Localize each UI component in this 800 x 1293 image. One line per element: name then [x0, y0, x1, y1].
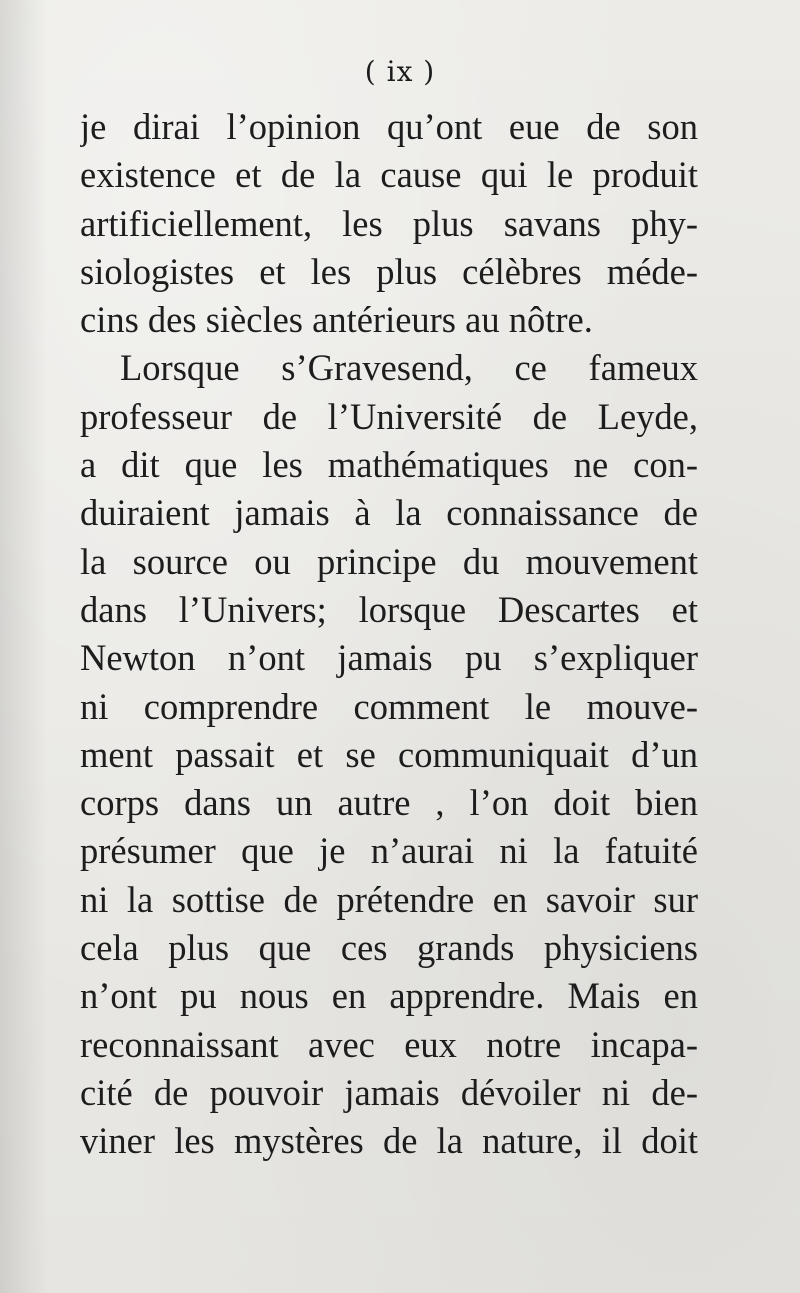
- body-text: [80, 103, 698, 1166]
- text-line: dans l’Univers; lorsque Descartes et: [80, 588, 698, 630]
- text-line: Lorsque s’Gravesend, ce fameux: [120, 347, 698, 389]
- text-line: ment passait et se communiquait d’un: [80, 733, 698, 775]
- text-line: cité de pouvoir jamais dévoiler ni de-: [80, 1071, 698, 1113]
- text-line: duiraient jamais à la connaissance de: [80, 492, 698, 534]
- text-line: viner les mystères de la nature, il doit: [80, 1120, 698, 1162]
- text-line: a dit que les mathématiques ne con-: [80, 444, 698, 486]
- text-line: siologistes et les plus célèbres méde-: [80, 250, 698, 292]
- text-line: existence et de la cause qui le produit: [80, 154, 698, 196]
- text-line: Newton n’ont jamais pu s’expliquer: [80, 637, 698, 679]
- text-line: ni la sottise de prétendre en savoir sur: [80, 878, 698, 920]
- text-line: ni comprendre comment le mouve-: [80, 685, 698, 727]
- text-line: artificiellement, les plus savans phy-: [80, 202, 698, 244]
- page-number: ( ix ): [364, 55, 436, 88]
- text-line: je dirai l’opinion qu’ont eue de son: [80, 106, 698, 147]
- page-edge-shadow: [0, 0, 48, 1293]
- text-line: n’ont pu nous en apprendre. Mais en: [80, 975, 698, 1017]
- text-line: professeur de l’Université de Leyde,: [80, 395, 698, 437]
- text-line: cins des siècles antérieurs au nôtre.: [80, 299, 593, 341]
- text-line: présumer que je n’aurai ni la fatuité: [80, 830, 698, 872]
- text-line: corps dans un autre , l’on doit bien: [80, 782, 698, 824]
- text-line: cela plus que ces grands physiciens: [80, 927, 698, 969]
- text-line: la source ou principe du mouvement: [80, 540, 698, 582]
- text-line: reconnaissant avec eux notre incapa-: [80, 1023, 698, 1065]
